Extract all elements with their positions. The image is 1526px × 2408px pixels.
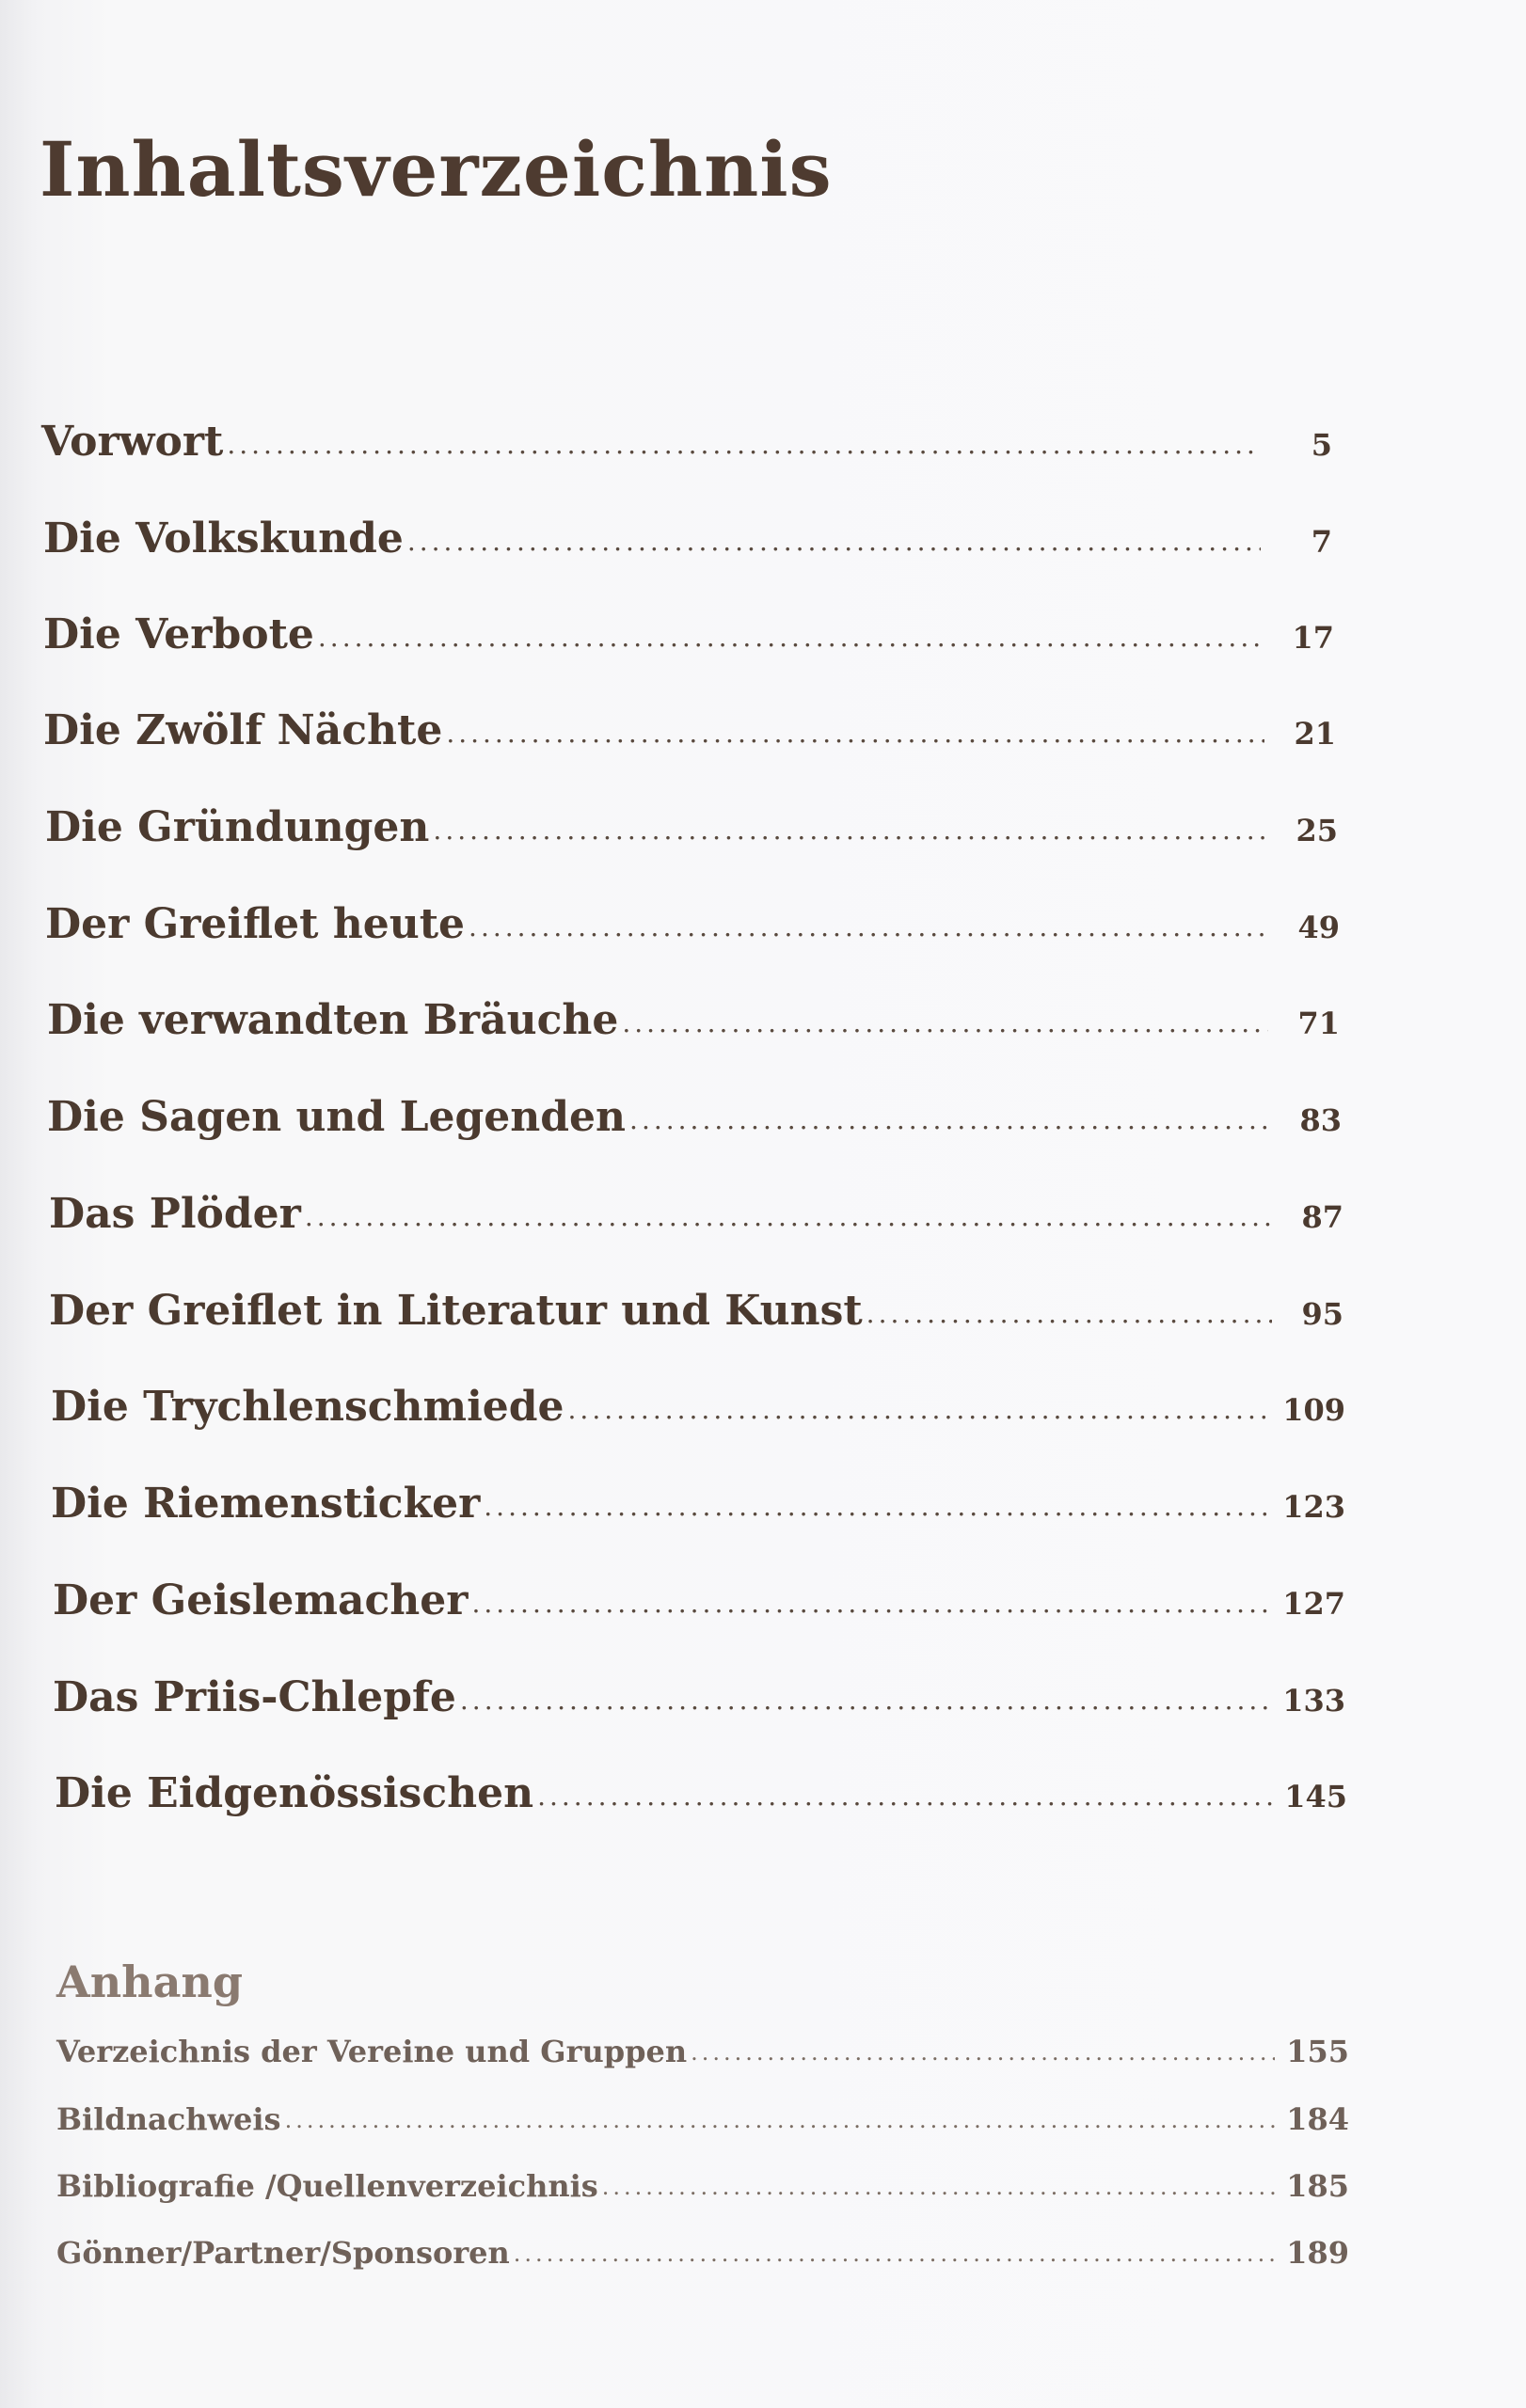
toc-entry-label: Die Eidgenössischen [55, 1769, 534, 1817]
toc-entry [43, 515, 1332, 571]
toc-entry-page: 71 [1297, 1006, 1340, 1041]
toc-leader-dots [484, 1491, 1271, 1522]
toc-entry-label: Das Plöder [49, 1190, 301, 1238]
toc-entry-page: 127 [1282, 1586, 1345, 1622]
toc-entry-page: 83 [1299, 1102, 1342, 1138]
toc-leader-dots [407, 526, 1261, 557]
toc-entry-label: Die Zwölf Nächte [43, 706, 443, 754]
toc-entry [41, 418, 1332, 474]
toc-leader-dots [866, 1298, 1272, 1329]
toc-entry-label: Vorwort [41, 418, 224, 466]
toc-entry-page: 95 [1301, 1296, 1343, 1332]
toc-leader-dots [568, 1394, 1272, 1425]
toc-entry [45, 900, 1340, 957]
toc-entry [45, 803, 1338, 860]
toc-leader-dots [469, 911, 1268, 943]
toc-appendix-entry [56, 2034, 1349, 2077]
toc-leader-dots [433, 815, 1266, 846]
toc-entry-page: 17 [1292, 620, 1334, 656]
toc-entry-label: Die Verbote [43, 610, 314, 658]
toc-entry [47, 996, 1340, 1053]
toc-appendix-entry [56, 2101, 1349, 2145]
toc-leader-dots [227, 429, 1261, 460]
toc-entry-page: 145 [1284, 1779, 1347, 1814]
toc-entry-page: 184 [1286, 2101, 1349, 2137]
toc-entry-label: Die Trychlenschmiede [51, 1383, 564, 1431]
toc-entry [43, 610, 1334, 667]
toc-entry-label: Der Greiflet in Literatur und Kunst [49, 1287, 863, 1335]
toc-entry [53, 1673, 1345, 1730]
toc-entry-label: Gönner/Partner/Sponsoren [56, 2235, 510, 2271]
toc-entry-page: 123 [1282, 1489, 1345, 1525]
toc-entry-label: Die Riemensticker [51, 1480, 481, 1528]
toc-entry [47, 1093, 1342, 1149]
toc-leader-dots [629, 1104, 1270, 1135]
toc-entry-label: Die verwandten Bräuche [47, 996, 619, 1044]
toc-leader-dots [514, 2241, 1275, 2267]
toc-entry-page: 155 [1286, 2034, 1349, 2069]
toc-entry-label: Der Greiflet heute [45, 900, 466, 948]
toc-entry [55, 1769, 1347, 1826]
toc-leader-dots [691, 2039, 1275, 2066]
toc-entry [49, 1287, 1343, 1343]
appendix-heading: Anhang [56, 1956, 243, 2007]
toc-leader-dots [285, 2107, 1276, 2133]
toc-entry-label: Der Geislemacher [53, 1576, 469, 1624]
toc-entry-page: 49 [1297, 910, 1340, 945]
toc-leader-dots [318, 622, 1263, 653]
toc-leader-dots [537, 1781, 1273, 1812]
toc-entry [49, 1190, 1343, 1246]
toc-leader-dots [622, 1007, 1268, 1038]
toc-entry-page: 189 [1286, 2235, 1349, 2271]
toc-entry-page: 25 [1296, 813, 1338, 848]
toc-entry-label: Bildnachweis [56, 2101, 281, 2137]
toc-entry [53, 1576, 1345, 1633]
toc-entry-label: Die Sagen und Legenden [47, 1093, 627, 1141]
toc-entry-label: Bibliografie /Quellenverzeichnis [56, 2168, 598, 2204]
toc-entry-page: 5 [1311, 427, 1332, 463]
toc-appendix-entry [56, 2235, 1349, 2278]
toc-leader-dots [305, 1201, 1272, 1232]
toc-entry-label: Die Gründungen [45, 803, 430, 851]
toc-entry-label: Verzeichnis der Vereine und Gruppen [56, 2034, 688, 2069]
toc-entry-label: Das Priis-Chlepfe [53, 1673, 456, 1721]
toc-entry [51, 1480, 1345, 1536]
toc-leader-dots [460, 1685, 1271, 1716]
toc-leader-dots [446, 718, 1264, 749]
toc-entry-page: 185 [1286, 2168, 1349, 2204]
toc-entry-page: 7 [1311, 524, 1332, 560]
toc-entry [51, 1383, 1345, 1439]
toc-entry-label: Die Volkskunde [43, 515, 404, 562]
toc-entry-page: 87 [1301, 1199, 1343, 1235]
toc-leader-dots [471, 1588, 1271, 1619]
toc-entry [43, 706, 1336, 763]
toc-entry-page: 109 [1282, 1392, 1345, 1428]
toc-appendix-entry [56, 2168, 1349, 2211]
toc-entry-page: 21 [1294, 716, 1336, 752]
page-title: Inhaltsverzeichnis [40, 125, 833, 214]
toc-entry-page: 133 [1282, 1683, 1345, 1719]
toc-leader-dots [602, 2174, 1275, 2200]
